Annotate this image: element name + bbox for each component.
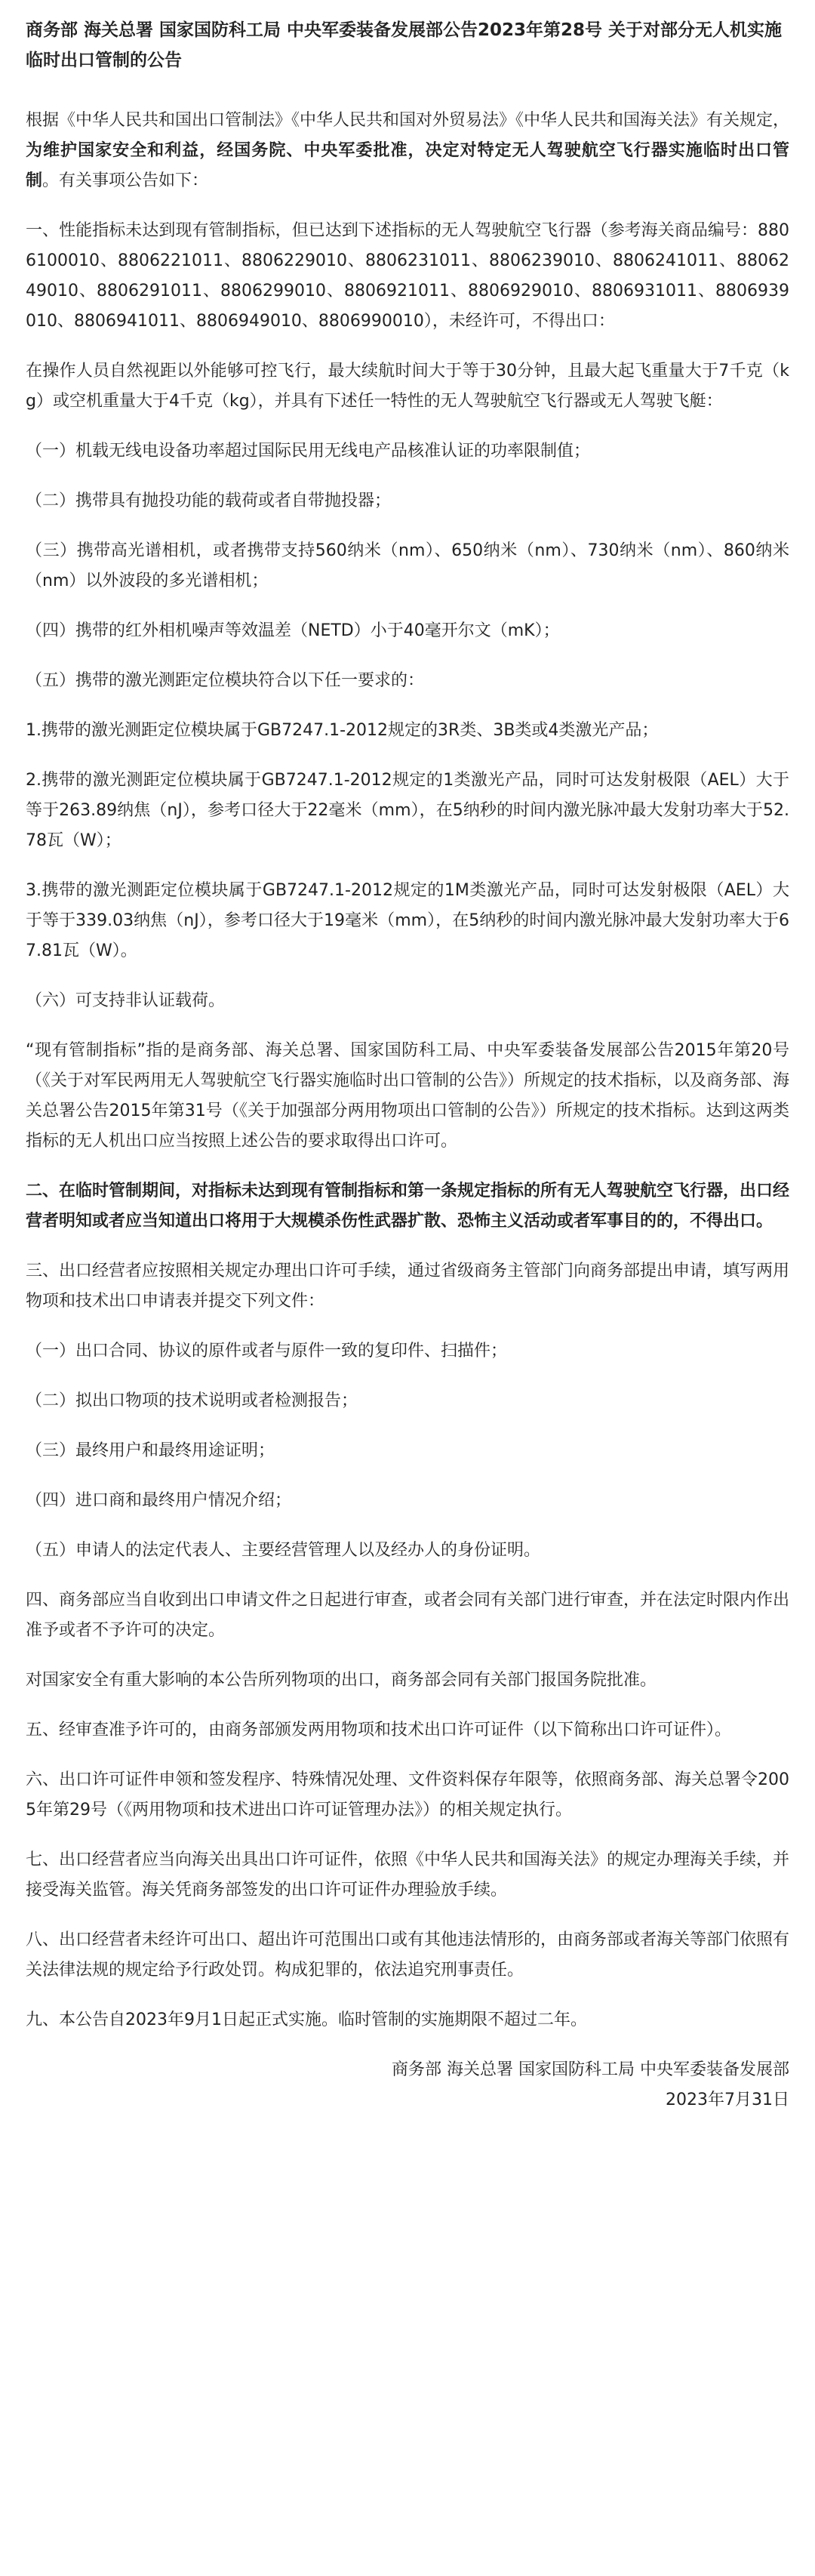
article-3-paragraph: 三、出口经营者应按照相关规定办理出口许可手续，通过省级商务主管部门向商务部提出申请，填写两用物项和技术出口申请表并提交下列文件：	[26, 1262, 790, 1311]
laser-requirement-2: 2.携带的激光测距定位模块属于GB7247.1-2012规定的1类激光产品，同时可达发射极限（AEL）大于等于263.89纳焦（nJ），参考口径大于22毫米（mm），在5纳秒的时间内激光脉冲最大发射功率大于52.78瓦（W）；	[26, 771, 789, 850]
criteria-item-1: （一）机载无线电设备功率超过国际民用无线电产品核准认证的功率限制值；	[26, 442, 591, 461]
intro-bold-text: 为维护国家安全和利益，经国务院、中央军委批准，决定对特定无人驾驶航空飞行器实施临时出口管制	[26, 141, 789, 190]
criteria-item-4: （四）携带的红外相机噪声等效温差（NETD）小于40毫开尔文（mK）；	[26, 621, 560, 640]
document-item-3: （三）最终用户和最终用途证明；	[26, 1441, 275, 1460]
criteria-paragraph: 在操作人员自然视距以外能够可控飞行，最大续航时间大于等于30分钟，且最大起飞重量大于7千克（kg）或空机重量大于4千克（kg），并具有下述任一特性的无人驾驶航空飞行器或无人驾驶飞艇：	[26, 362, 789, 411]
signature-issuers: 商务部 海关总署 国家国防科工局 中央军委装备发展部	[392, 2060, 789, 2079]
signature-block	[26, 2055, 789, 2115]
announcement-title: 商务部 海关总署 国家国防科工局 中央军委装备发展部公告2023年第28号 关于对部分无人机实施临时出口管制的公告	[26, 20, 783, 70]
intro-paragraph	[26, 106, 789, 196]
article-4-paragraph: 四、商务部应当自收到出口申请文件之日起进行审查，或者会同有关部门进行审查，并在法定时限内作出准予或者不予许可的决定。	[26, 1591, 790, 1640]
criteria-item-6: （六）可支持非认证载荷。	[26, 991, 226, 1010]
document-item-2: （二）拟出口物项的技术说明或者检测报告；	[26, 1391, 358, 1410]
article-7-paragraph: 七、出口经营者应当向海关出具出口许可证件，依照《中华人民共和国海关法》的规定办理海关手续，并接受海关监管。海关凭商务部签发的出口许可证件办理验放手续。	[26, 1850, 790, 1900]
intro-text-2: 。有关事项公告如下：	[42, 171, 209, 190]
signature-date: 2023年7月31日	[666, 2091, 789, 2109]
existing-control-definition: “现有管制指标”指的是商务部、海关总署、国家国防科工局、中央军委装备发展部公告2015年第20号（《关于对军民两用无人驾驶航空飞行器实施临时出口管制的公告》）所规定的技术指标，以及商务部、海关总署公告2015年第31号（《关于加强部分两用物项出口管制的公告》）所规定的技术指标。达到这两类指标的无人机出口应当按照上述公告的要求取得出口许可。	[26, 1041, 790, 1151]
article-6-paragraph: 六、出口许可证件申领和签发程序、特殊情况处理、文件资料保存年限等，依照商务部、海关总署令2005年第29号（《两用物项和技术进出口许可证管理办法》）的相关规定执行。	[26, 1770, 789, 1820]
article-8-paragraph: 八、出口经营者未经许可出口、超出许可范围出口或有其他违法情形的，由商务部或者海关等部门依照有关法律法规的规定给予行政处罚。构成犯罪的，依法追究刑事责任。	[26, 1930, 790, 1980]
document-item-4: （四）进口商和最终用户情况介绍；	[26, 1491, 292, 1510]
article-9-paragraph: 九、本公告自2023年9月1日起正式实施。临时管制的实施期限不超过二年。	[26, 2011, 587, 2029]
laser-requirement-1: 1.携带的激光测距定位模块属于GB7247.1-2012规定的3R类、3B类或4类激光产品；	[26, 721, 659, 740]
criteria-item-3: （三）携带高光谱相机，或者携带支持560纳米（nm）、650纳米（nm）、730纳米（nm）、860纳米（nm）以外波段的多光谱相机；	[26, 541, 789, 590]
criteria-item-5: （五）携带的激光测距定位模块符合以下任一要求的：	[26, 671, 425, 690]
document-item-1: （一）出口合同、协议的原件或者与原件一致的复印件、扫描件；	[26, 1342, 508, 1360]
article-5-paragraph: 五、经审查准予许可的，由商务部颁发两用物项和技术出口许可证件（以下简称出口许可证件）。	[26, 1721, 732, 1739]
laser-requirement-3: 3.携带的激光测距定位模块属于GB7247.1-2012规定的1M类激光产品，同时可达发射极限（AEL）大于等于339.03纳焦（nJ），参考口径大于19毫米（mm），在5纳秒的时间内激光脉冲最大发射功率大于67.81瓦（W）。	[26, 881, 789, 960]
document-item-5: （五）申请人的法定代表人、主要经营管理人以及经办人的身份证明。	[26, 1541, 541, 1560]
article-1-paragraph: 一、性能指标未达到现有管制指标，但已达到下述指标的无人驾驶航空飞行器（参考海关商品编号：8806100010、8806221011、8806229010、8806231011、8806239010、8806241011、8806249010、8806291011、8806299010、8806921011、8806929010、8806931011、8806939010、8806941011、8806949010、8806990010），未经许可，不得出口：	[26, 221, 789, 331]
state-council-approval-paragraph: 对国家安全有重大影响的本公告所列物项的出口，商务部会同有关部门报国务院批准。	[26, 1671, 657, 1690]
intro-text-1: 根据《中华人民共和国出口管制法》《中华人民共和国对外贸易法》《中华人民共和国海关法》有关规定，	[26, 111, 790, 130]
criteria-item-2: （二）携带具有抛投功能的载荷或者自带抛投器；	[26, 491, 392, 510]
article-2-paragraph: 二、在临时管制期间，对指标未达到现有管制指标和第一条规定指标的所有无人驾驶航空飞行器，出口经营者明知或者应当知道出口将用于大规模杀伤性武器扩散、恐怖主义活动或者军事目的的，不得出口。	[26, 1182, 790, 1231]
